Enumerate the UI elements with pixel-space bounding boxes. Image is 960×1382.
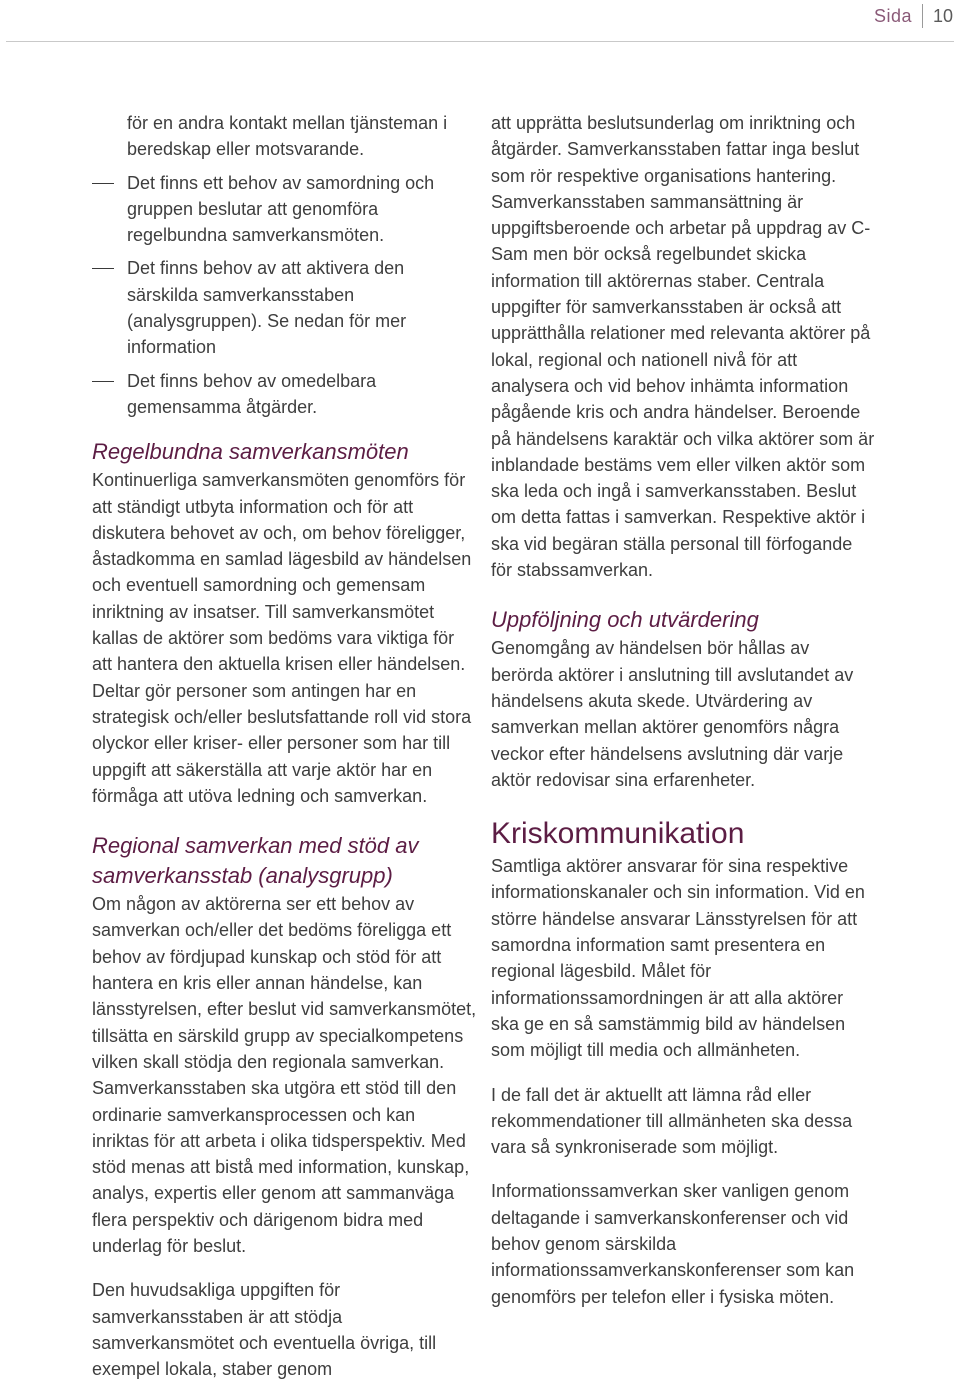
dash-icon	[92, 183, 114, 184]
left-column	[92, 110, 477, 1382]
paragraph-advice: I de fall det är aktuellt att lämna råd eller rekommendationer till allmänheten ska dessa vara så synkroniserade som möjligt.	[491, 1084, 853, 1158]
bullet-item: Det finns behov av omedelbara gemensamma åtgärder.	[92, 368, 477, 421]
bullet-continuation: för en andra kontakt mellan tjänsteman i beredskap eller motsvarande.	[127, 113, 448, 160]
section-text-main-task: Den huvudsakliga uppgiften för samverkansstaben är att stödja samverkansmötet och eventuella övriga, till exempel lokala, staber genom	[92, 1280, 437, 1380]
section-heading-regional-cooperation: Regional samverkan med stöd av samverkansstab (analysgrupp)	[92, 833, 419, 889]
continuation-text: att upprätta beslutsunderlag om inriktning och åtgärder. Samverkansstaben fattar inga beslut som rör respektive organisations hantering. Samverkansstaben sammansättning är uppgiftsberoende och arbetar på uppdrag av C-Sam men bör också regelbundet skicka information till aktörernas staber. Centrala uppgifter för samverkansstaben är också att upprätthålla relationer med relevanta aktörer på lokal, regional och nationell nivå för att analysera och vid behov inhämta information pågående kris och andra händelser. Beroende på händelsens karaktär och vilka aktörer som är inblandade bestäms vem eller vilken aktör som ska leda och ingå i samverkansstaben. Beslut om detta fattas i samverkan. Respektive aktör i ska vid begäran ställa personal till förfogande för stabssamverkan.	[491, 113, 875, 581]
paragraph-information-cooperation: Informationssamverkan sker vanligen genom deltagande i samverkanskonferenser och vid behov genom särskilda informationssamverkanskonferenser som kan genomförs per telefon eller i fysiska möten.	[491, 1181, 855, 1307]
page-number-divider	[922, 4, 923, 28]
header-rule	[6, 41, 954, 42]
paragraph-responsibility: Samtliga aktörer ansvarar för sina respektive informationskanaler och sin information. Vid en större händelse ansvarar Länsstyrelsen för att samordna information samt presentera en regional lägesbild. Målet för informationssamordningen är att alla aktörer ska ge en så samstämmig bild av händelsen som möjligt till media och allmänheten.	[491, 856, 865, 1061]
bullet-item: Det finns behov av att aktivera den särskilda samverkansstaben (analysgruppen). Se nedan för mer information	[92, 255, 477, 360]
page-label: Sida	[873, 6, 912, 26]
dash-icon	[92, 268, 114, 269]
section-heading-regular-meetings: Regelbundna samverkansmöten	[92, 439, 409, 465]
section-text-regular-meetings: Kontinuerliga samverkansmöten genomförs för att ständigt utbyta information och för att diskutera behovet av och, om behov föreligger, åstadkomma en samlad lägesbild av händelsen och eventuell samordning och gemensam inriktning av insatser. Till samverkansmötet kallas de aktörer som bedöms vara viktiga för att hantera den aktuella krisen eller händelsen. Deltar gör personer som antingen har en strategisk och/eller beslutsfattande roll vid stora olyckor eller kriser- eller personer som har till uppgift att säkerställa att varje aktör har en förmåga att utöva ledning och samverkan.	[92, 470, 472, 806]
section-text-regional-cooperation: Om någon av aktörerna ser ett behov av samverkan och/eller det bedöms föreligga ett behov av fördjupad kunskap och stöd för att hantera en kris eller annan händelse, kan länsstyrelsen, efter beslut vid samverkansmötet, tillsätta en särskild grupp av specialkompetens vilken skall stödja den regionala samverkan. Samverkansstaben ska utgöra ett stöd till den ordinarie samverkansprocessen och kan inriktas för att arbeta i olika tidsperspektiv. Med stöd menas att bistå med information, kunskap, analys, expertis eller genom att sammanväga flera perspektiv och därigenom bidra med underlag för beslut.	[92, 894, 477, 1256]
bullet-list	[92, 110, 477, 420]
section-heading-follow-up: Uppföljning och utvärdering	[491, 607, 759, 633]
section-text-follow-up: Genomgång av händelsen bör hållas av berörda aktörer i anslutning till avslutandet av händelsens akuta skede. Utvärdering av samverkan mellan aktörer genomförs några veckor efter händelsens avslutning där varje aktör redovisar sina erfarenheter.	[491, 638, 854, 790]
page-number: 10	[932, 6, 953, 26]
bullet-item: Det finns ett behov av samordning och gruppen beslutar att genomföra regelbundna samverkansmöten.	[92, 170, 477, 249]
page-header	[0, 0, 960, 42]
main-heading-crisis-communication: Kriskommunikation	[491, 817, 745, 851]
dash-icon	[92, 381, 114, 382]
right-column	[491, 110, 876, 1310]
